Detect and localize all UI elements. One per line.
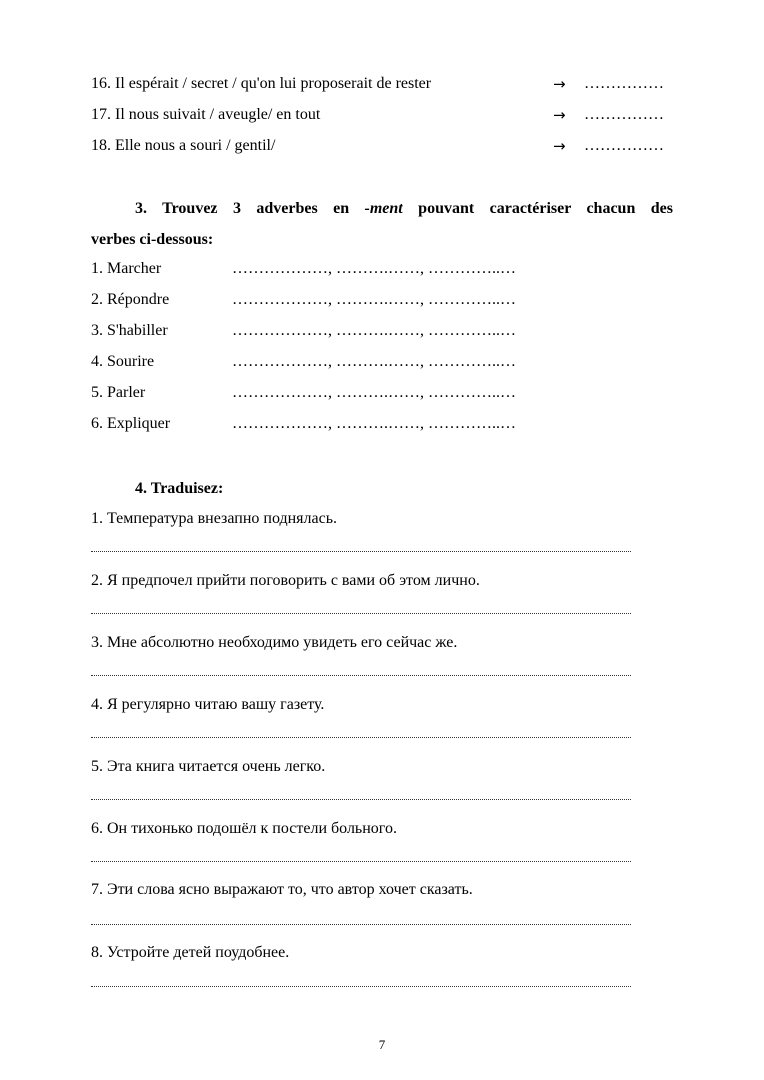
page-number: 7	[378, 1037, 386, 1052]
ex3-answer-blank[interactable]: ………………, ……….……, …………..…	[232, 291, 516, 308]
ex3-verb-5: 5. Parler	[91, 384, 146, 401]
ex4-sentence-5: 5. Эта книга читается очень легко.	[91, 758, 326, 775]
ex4-sentence-8: 8. Устройте детей поудобнее.	[91, 944, 290, 961]
ex3-answer-blank[interactable]: ………………, ……….……, …………..…	[232, 353, 516, 370]
ex4-answer-line[interactable]	[91, 613, 631, 614]
ex3-verb-2: 2. Répondre	[91, 291, 170, 308]
arrow-icon: →	[553, 106, 566, 124]
arrow-icon: →	[553, 75, 566, 93]
ex2-item-17-blank[interactable]: ……………	[584, 106, 664, 123]
ex3-answer-blank[interactable]: ………………, ……….……, …………..…	[232, 415, 516, 432]
ex4-answer-line[interactable]	[91, 861, 631, 862]
ex3-answer-blank[interactable]: ………………, ……….……, …………..…	[232, 260, 516, 277]
arrow-icon: →	[553, 137, 566, 155]
exercise-4-title: 4. Traduisez:	[135, 480, 224, 497]
ex4-answer-line[interactable]	[91, 551, 631, 552]
ex3-answer-blank[interactable]: ………………, ……….……, …………..…	[232, 322, 516, 339]
ex4-answer-line[interactable]	[91, 924, 631, 925]
ex2-item-16-blank[interactable]: ……………	[584, 75, 664, 92]
ex3-verb-4: 4. Sourire	[91, 353, 155, 370]
exercise-3-title-emphasis: -ment	[364, 200, 403, 217]
ex2-item-17-text: 17. Il nous suivait / aveugle/ en tout	[91, 106, 321, 123]
ex3-answer-blank[interactable]: ………………, ……….……, …………..…	[232, 384, 516, 401]
exercise-3-title	[135, 199, 673, 219]
ex4-sentence-6: 6. Он тихонько подошёл к постели больного.	[91, 820, 397, 837]
ex4-sentence-7: 7. Эти слова ясно выражают то, что автор хочет сказать.	[91, 881, 473, 898]
exercise-3-title-post: pouvant caractériser chacun des	[402, 200, 673, 217]
ex2-item-16-text: 16. Il espérait / secret / qu'on lui proposerait de rester	[91, 75, 432, 92]
ex4-answer-line[interactable]	[91, 737, 631, 738]
ex3-verb-1: 1. Marcher	[91, 260, 162, 277]
exercise-3-title-pre: 3. Trouvez 3 adverbes en	[135, 200, 365, 217]
ex4-answer-line[interactable]	[91, 986, 631, 987]
ex4-sentence-2: 2. Я предпочел прийти поговорить с вами об этом лично.	[91, 572, 480, 589]
ex4-answer-line[interactable]	[91, 799, 631, 800]
ex4-sentence-3: 3. Мне абсолютно необходимо увидеть его сейчас же.	[91, 634, 458, 651]
ex3-verb-6: 6. Expliquer	[91, 415, 171, 432]
exercise-3-title-line2: verbes ci-dessous:	[91, 231, 214, 248]
ex4-sentence-4: 4. Я регулярно читаю вашу газету.	[91, 696, 325, 713]
ex2-item-18-text: 18. Elle nous a souri / gentil/	[91, 137, 276, 154]
ex4-answer-line[interactable]	[91, 675, 631, 676]
ex3-verb-3: 3. S'habiller	[91, 322, 168, 339]
ex4-sentence-1: 1. Температура внезапно поднялась.	[91, 510, 338, 527]
ex2-item-18-blank[interactable]: ……………	[584, 137, 664, 154]
